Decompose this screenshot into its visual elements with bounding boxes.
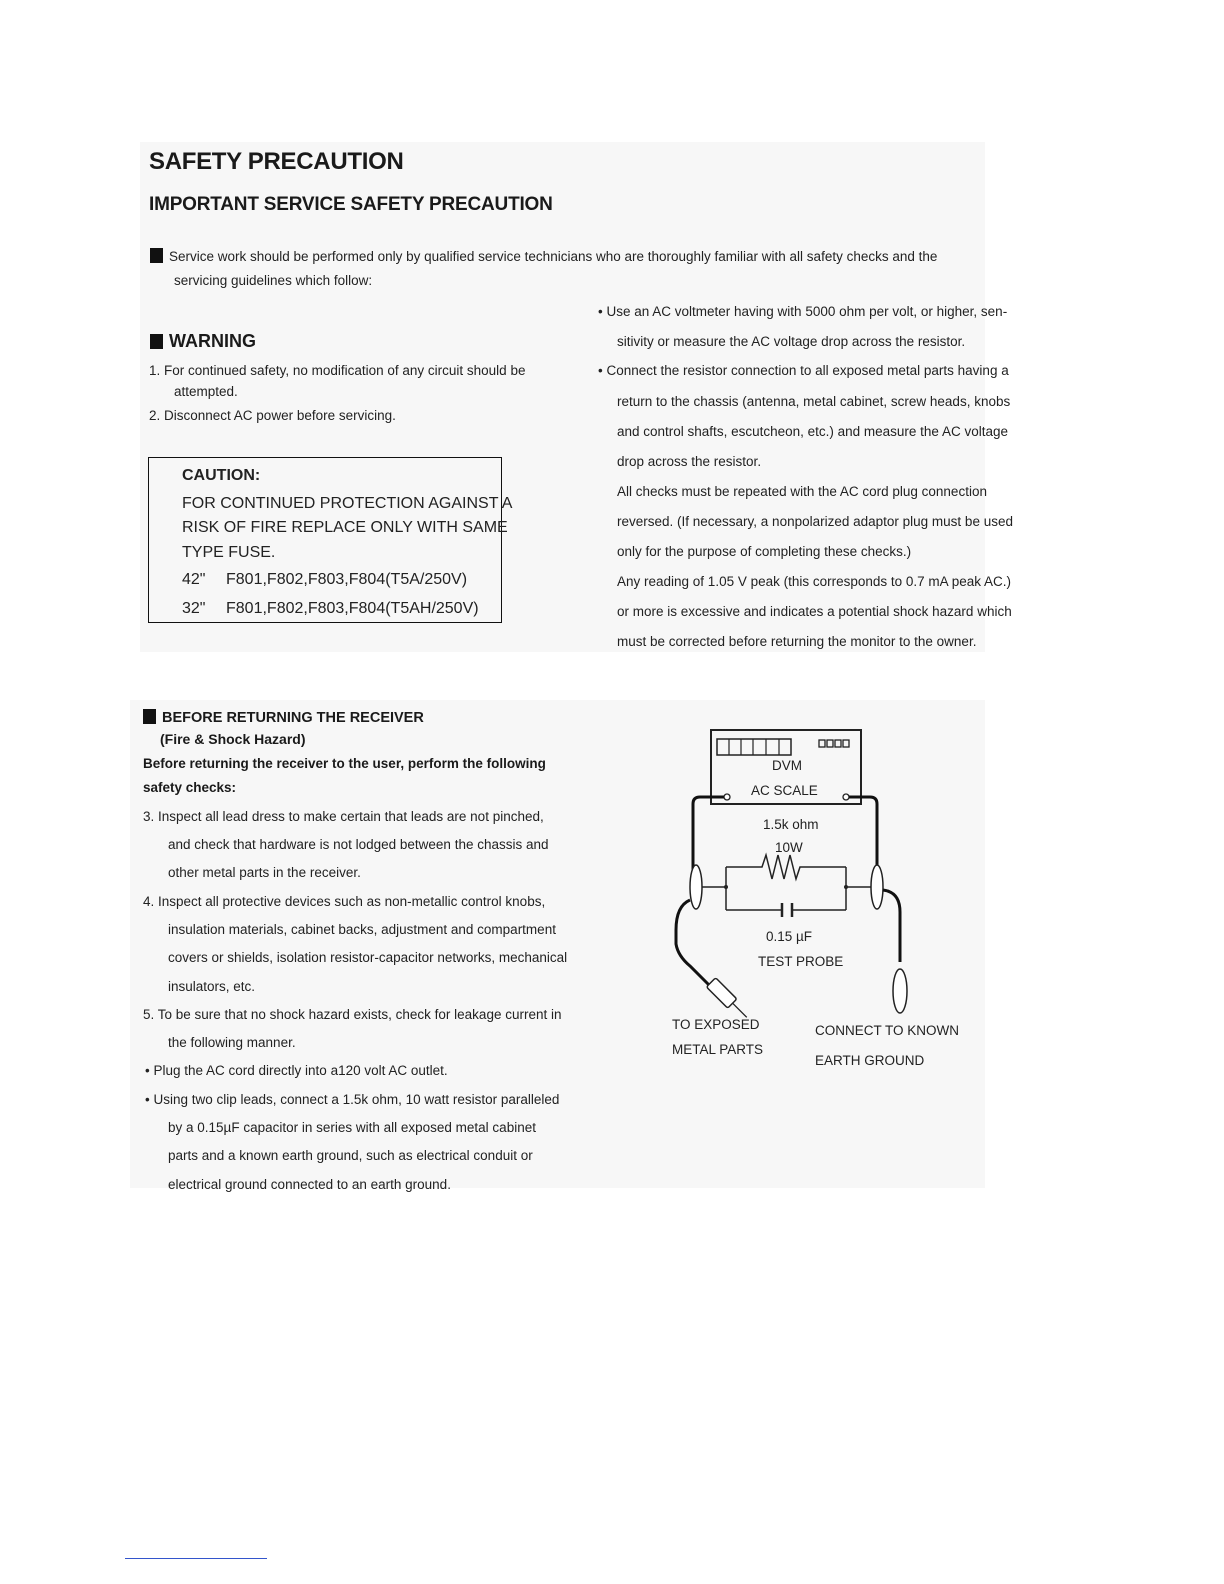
test-probe-label: TEST PROBE <box>758 954 844 969</box>
right-line: • Connect the resistor connection to all exposed metal parts having a <box>598 363 1009 378</box>
right-line: and control shafts, escutcheon, etc.) and measure the AC voltage <box>617 424 1008 439</box>
check-line: covers or shields, isolation resistor-capacitor networks, mechanical <box>168 950 568 965</box>
check-line: 5. To be sure that no shock hazard exists, check for leakage current in <box>143 1007 562 1022</box>
dvm-label: DVM <box>772 758 802 773</box>
warning-item-1: 1. For continued safety, no modification of any circuit should be <box>149 363 526 378</box>
caution-line-3: TYPE FUSE. <box>182 544 276 561</box>
caution-line-1: FOR CONTINUED PROTECTION AGAINST A <box>182 495 513 512</box>
clip-left-icon <box>690 865 702 909</box>
dvm-terminal-left-icon <box>724 794 730 800</box>
exposed-label-1: TO EXPOSED <box>672 1017 760 1032</box>
watt-label: 10W <box>775 840 803 855</box>
check-line: electrical ground connected to an earth ground. <box>168 1177 451 1192</box>
right-line: sitivity or measure the AC voltage drop across the resistor. <box>617 334 966 349</box>
right-line: must be corrected before returning the monitor to the owner. <box>617 634 977 649</box>
earth-clip-icon <box>893 969 907 1013</box>
dvm-display-segments <box>729 739 779 755</box>
earth-label-1: CONNECT TO KNOWN <box>815 1023 960 1038</box>
footer-rule <box>125 1558 267 1559</box>
dvm-terminal-right-icon <box>843 794 849 800</box>
lead-wire-exposed <box>676 900 710 986</box>
check-line: 4. Inspect all protective devices such as non-metallic control knobs, <box>143 894 546 909</box>
capacitor-label: 0.15 µF <box>766 929 813 944</box>
capacitor-icon <box>782 903 792 917</box>
check-line: • Using two clip leads, connect a 1.5k ohm, 10 watt resistor paralleled <box>145 1092 560 1107</box>
right-line: • Use an AC voltmeter having with 5000 ohm per volt, or higher, sen- <box>598 304 1008 319</box>
caution-fuses-42: F801,F802,F803,F804(T5A/250V) <box>226 571 468 588</box>
caution-size-32: 32" <box>182 600 206 617</box>
clip-right-icon <box>871 865 883 909</box>
lead-wire-right <box>849 797 877 872</box>
right-line: return to the chassis (antenna, metal cabinet, screw heads, knobs <box>617 394 1011 409</box>
check-line: • Plug the AC cord directly into a120 volt AC outlet. <box>145 1063 448 1078</box>
right-line: Any reading of 1.05 V peak (this corresponds to 0.7 mA peak AC.) <box>617 574 1011 589</box>
before-returning-heading: BEFORE RETURNING THE RECEIVER <box>143 709 424 726</box>
check-line: other metal parts in the receiver. <box>168 865 361 880</box>
dvm-buttons-icon <box>819 740 849 747</box>
right-line: drop across the resistor. <box>617 454 762 469</box>
resistor-icon <box>726 855 846 879</box>
dvm-display-icon <box>717 739 791 755</box>
warning-item-1-cont: attempted. <box>174 384 238 399</box>
ac-scale-label: AC SCALE <box>751 783 818 798</box>
before-returning-lead-2: safety checks: <box>143 780 237 795</box>
check-line: by a 0.15µF capacitor in series with all exposed metal cabinet <box>168 1120 536 1135</box>
test-probe-icon <box>706 978 751 1023</box>
resistor-label: 1.5k ohm <box>763 817 819 832</box>
check-line: the following manner. <box>168 1035 296 1050</box>
check-line: and check that hardware is not lodged between the chassis and <box>168 837 549 852</box>
check-line: parts and a known earth ground, such as electrical conduit or <box>168 1148 533 1163</box>
warning-heading: WARNING <box>150 331 256 352</box>
intro-line-2: servicing guidelines which follow: <box>174 273 373 288</box>
right-line: only for the purpose of completing these checks.) <box>617 544 912 559</box>
caution-fuses-32: F801,F802,F803,F804(T5AH/250V) <box>226 600 479 617</box>
intro-line-1: Service work should be performed only by qualified service technicians who are thoroughly familiar with all safety checks and the <box>150 248 937 264</box>
caution-size-42: 42" <box>182 571 206 588</box>
check-line: insulators, etc. <box>168 979 256 994</box>
check-line: 3. Inspect all lead dress to make certain that leads are not pinched, <box>143 809 544 824</box>
right-line: reversed. (If necessary, a nonpolarized adaptor plug must be used <box>617 514 1013 529</box>
page-subtitle: IMPORTANT SERVICE SAFETY PRECAUTION <box>149 194 553 215</box>
right-line: All checks must be repeated with the AC cord plug connection <box>617 484 987 499</box>
lead-wire-left <box>693 797 724 872</box>
warning-item-2: 2. Disconnect AC power before servicing. <box>149 408 396 423</box>
check-line: insulation materials, cabinet backs, adjustment and compartment <box>168 922 556 937</box>
exposed-label-2: METAL PARTS <box>672 1042 764 1057</box>
caution-heading: CAUTION: <box>182 467 261 484</box>
before-returning-subheading: (Fire & Shock Hazard) <box>160 731 306 747</box>
earth-label-2: EARTH GROUND <box>815 1053 925 1068</box>
right-line: or more is excessive and indicates a potential shock hazard which <box>617 604 1012 619</box>
page-title: SAFETY PRECAUTION <box>149 148 404 175</box>
before-returning-lead-1: Before returning the receiver to the user, perform the following <box>143 756 546 771</box>
lead-wire-earth <box>883 890 900 962</box>
caution-line-2: RISK OF FIRE REPLACE ONLY WITH SAME <box>182 519 508 536</box>
